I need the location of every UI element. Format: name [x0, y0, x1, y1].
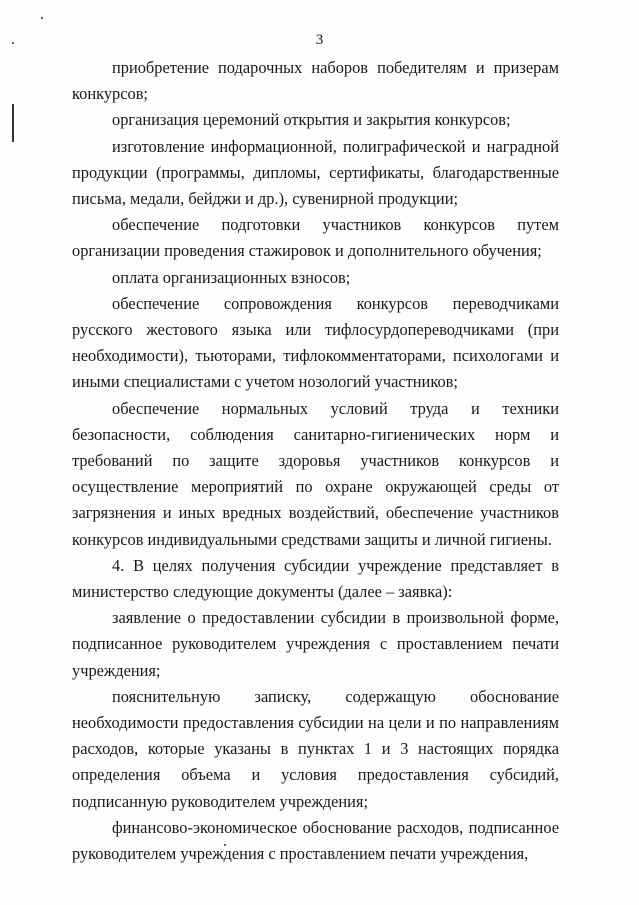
paragraph: обеспечение подготовки участников конкурсов путем организации проведения стажировок и дополнительного обучения;	[72, 215, 559, 261]
scan-artifact-bar	[12, 104, 14, 142]
paragraph: заявление о предоставлении субсидии в произвольной форме, подписанное руководителем учреждения с проставлением печати учреждения;	[72, 608, 559, 680]
paragraph: обеспечение сопровождения конкурсов переводчиками русского жестового языка или тифлосурдопереводчиками (при необходимости), тьюторами, тифлокомментаторами, психологами и иными специалистами с учетом нозологий участников;	[72, 293, 559, 392]
paragraph: обеспечение нормальных условий труда и техники безопасности, соблюдения санитарно-гигиенических норм и требований по защите здоровья участников конкурсов и осуществление мероприятий по охране окружающей среды от загрязнения и иных вредных воздействий, обеспечение участников конкурсов индивидуальными средствами защиты и личной гигиены.	[72, 398, 559, 549]
paragraph: организация церемоний открытия и закрытия конкурсов;	[112, 110, 511, 130]
scan-artifact-dot	[41, 17, 43, 19]
paragraph: оплата организационных взносов;	[112, 267, 351, 287]
paragraph: пояснительную записку, содержащую обоснование необходимости предоставления субсидии на цели и по направлениям расходов, которые указаны в пунктах 1 и 3 настоящих порядка определения объема и условия предоставления субсидий, подписанную руководителем учреждения;	[72, 686, 559, 811]
paragraph: приобретение подарочных наборов победителям и призерам конкурсов;	[72, 58, 559, 104]
document-body	[72, 55, 559, 867]
page-number: 3	[315, 32, 324, 48]
paragraph: 4. В целях получения субсидии учреждение представляет в министерство следующие документы (далее – заявка):	[72, 555, 559, 602]
paragraph: финансово-экономическое обоснование расходов, подписанное руководителем учреждения с проставлением печати учреждения,	[72, 817, 559, 864]
paragraph: изготовление информационной, полиграфической и наградной продукции (программы, дипломы, сертификаты, благодарственные письма, медали, бейджи и др.), сувенирной продукции;	[72, 136, 559, 209]
